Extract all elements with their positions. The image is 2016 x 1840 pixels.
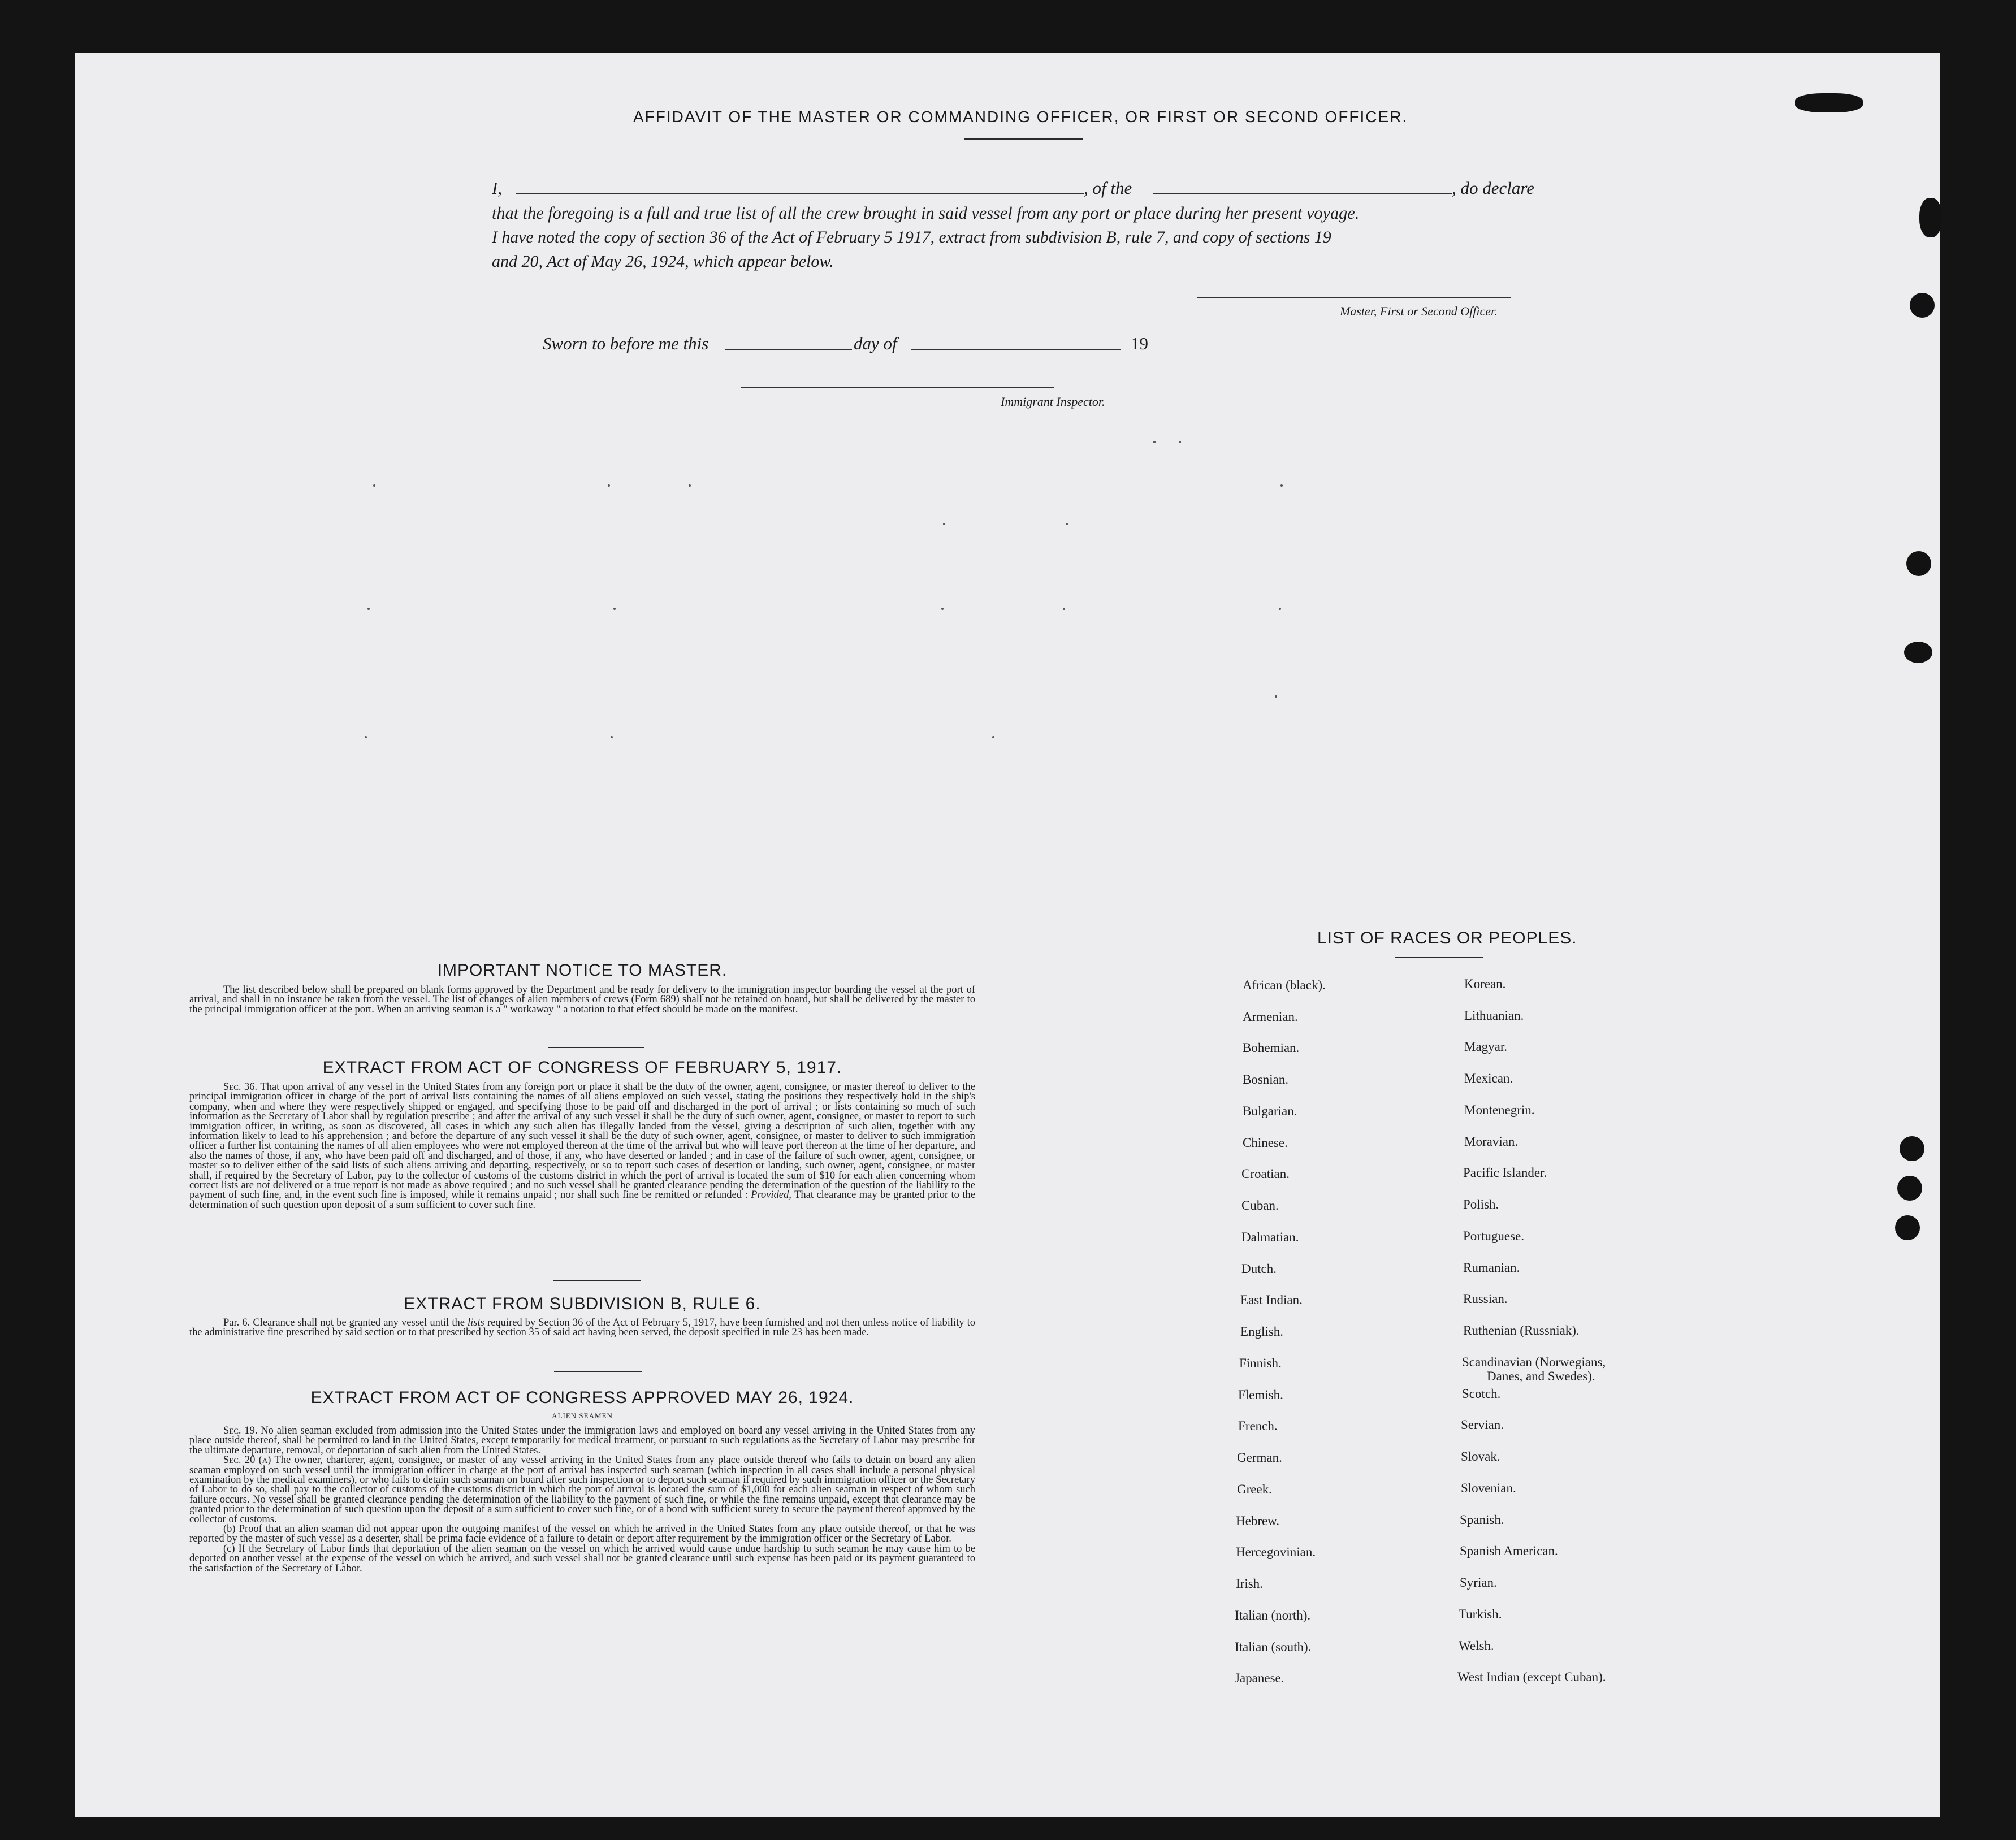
race-right-item: Montenegrin. bbox=[1464, 1103, 1535, 1117]
sec20c-body: If the Secretary of Labor finds that deportation of the alien seaman on the vessel on which he arrived would cause undue hardship to such seaman he may cause him to be deported on another vessel at the expense of the vessel on which he arrived, and such vessel shall not be granted clearance until such expense has been paid or its payment guaranteed to the satisfaction of the Secretary of Labor. bbox=[189, 1543, 975, 1574]
races-title-underline bbox=[1395, 957, 1483, 958]
race-right-item: Pacific Islander. bbox=[1463, 1166, 1547, 1180]
sworn-month-blank bbox=[911, 349, 1121, 350]
notice-title: IMPORTANT NOTICE TO MASTER. bbox=[437, 961, 728, 980]
divider bbox=[548, 1047, 644, 1048]
race-right-item: Magyar. bbox=[1464, 1040, 1508, 1054]
race-right-item: West Indian (except Cuban). bbox=[1457, 1670, 1606, 1684]
race-right-item: Korean. bbox=[1464, 977, 1506, 991]
par6-body-b: required by Section 36 of the Act of February 5, 1917, have been furnished and not then unless notice of liability to the administrative fine prescribed by said section or to that prescribed by section 35 of said act having been served, the deposit specified in rule 23 has been made. bbox=[189, 1317, 976, 1339]
sec36-body: That upon arrival of any vessel in the United States from any foreign port or place it shall be the duty of the owner, agent, consignee, or master thereof to deliver to the principal immigration officer in charge of the port of arrival lists containing the names of all aliens employed on such vessel, stating the positions they respectively hold in the ship's company, when and where they were respectively shipped or engaged, and specifying those to be paid off and discharged in the port of arrival ; or lists containing so much of such information as the Secretary of Labor shall by regulation prescribe ; and after the arrival of any such vessel it shall be the duty of such owner, agent, consignee, or master to report to such immigration officer, in writing, as soon as discovered, all cases in which any such alien has illegally landed from the vessel, giving a description of such alien, together with any information likely to lead to his apprehension ; and before the departure of any such vessel it shall be the duty of such owner, agent, consignee, or master to deliver to such immigration officer a further list containing the names of all alien employees who were not employed thereon at the time of the arrival but who will leave port thereon at the time of her departure, and also the names of those, if any, who have been paid off and discharged, and of those, if any, who have deserted or landed ; and in case of the failure of such owner, agent, consignee, or master so to deliver either of the said lists of such aliens arriving and departing, respectively, or so to report such cases of desertion or landing, such owner, agent, consignee, or master shall, if required by the Secretary of Labor, pay to the collector of customs of the customs district in which the port of arrival is located the sum of $10 for each alien concerning whom correct lists are not delivered or a true report is not made as above required ; and no such vessel shall be granted clearance pending the determination of the question of the liability to the payment of such fine, and, in the event such fine is imposed, while it remains unpaid ; nor shall such fine be remitted or refunded : bbox=[189, 1081, 976, 1201]
affidavit-title: AFFIDAVIT OF THE MASTER OR COMMANDING OFFICER, OR FIRST OR SECOND OFFICER. bbox=[633, 108, 1408, 125]
inspector-caption: Immigrant Inspector. bbox=[1001, 395, 1105, 409]
sec20b-label: (b) bbox=[223, 1523, 236, 1535]
race-right-item: Moravian. bbox=[1464, 1135, 1519, 1149]
race-left-item: Greek. bbox=[1237, 1482, 1272, 1496]
punch-hole bbox=[1910, 293, 1935, 318]
edge-tear bbox=[1919, 198, 1942, 237]
race-left-item: German. bbox=[1237, 1451, 1282, 1465]
race-right-item: Russian. bbox=[1463, 1292, 1508, 1306]
sworn-day-blank bbox=[725, 349, 852, 350]
race-right-item: Ruthenian (Russniak). bbox=[1463, 1323, 1580, 1337]
sworn-text: Sworn to before me this bbox=[543, 334, 709, 353]
punch-hole bbox=[1897, 1176, 1922, 1201]
race-left-item: Italian (north). bbox=[1235, 1608, 1311, 1622]
master-signature-line bbox=[1197, 297, 1511, 298]
race-right-item: Turkish. bbox=[1459, 1607, 1502, 1621]
race-right-item: Welsh. bbox=[1459, 1639, 1494, 1653]
affidavit-line-4: and 20, Act of May 26, 1924, which appear below. bbox=[492, 252, 834, 271]
races-title: LIST OF RACES OR PEOPLES. bbox=[1317, 929, 1577, 947]
sec19-label: Sec. 19. bbox=[223, 1425, 258, 1436]
notice-text bbox=[189, 985, 975, 1015]
race-left-item: Hercegovinian. bbox=[1236, 1545, 1316, 1559]
extract-b-text bbox=[189, 1318, 975, 1338]
vessel-blank bbox=[1153, 193, 1452, 194]
race-right-item: Portuguese. bbox=[1463, 1229, 1524, 1243]
extract-1924-title: EXTRACT FROM ACT OF CONGRESS APPROVED MAY 26, 1924. bbox=[310, 1388, 854, 1407]
punch-hole bbox=[1906, 551, 1931, 576]
race-left-item: Hebrew. bbox=[1236, 1514, 1280, 1528]
race-right-item: Polish. bbox=[1463, 1197, 1499, 1211]
affidavit-line-3: I have noted the copy of section 36 of the Act of February 5 1917, extract from subdivision B, rule 7, and copy of sections 19 bbox=[492, 228, 1331, 246]
race-left-item: African (black). bbox=[1243, 978, 1326, 992]
sec36-label: Sec. 36. bbox=[223, 1081, 258, 1093]
race-right-item: Spanish. bbox=[1460, 1513, 1504, 1527]
race-left-item: Finnish. bbox=[1239, 1356, 1282, 1370]
affidavit-of-the: , of the bbox=[1084, 178, 1132, 198]
race-right-continuation: Danes, and Swedes). bbox=[1487, 1369, 1595, 1383]
extract-1917-text bbox=[189, 1083, 975, 1210]
race-left-item: Italian (south). bbox=[1235, 1640, 1312, 1654]
race-right-item: Syrian. bbox=[1460, 1575, 1497, 1590]
race-right-item: Slovak. bbox=[1461, 1449, 1500, 1464]
race-left-item: Dalmatian. bbox=[1241, 1230, 1299, 1244]
race-left-item: Dutch. bbox=[1241, 1262, 1277, 1276]
race-left-item: Armenian. bbox=[1243, 1010, 1298, 1024]
punch-hole bbox=[1895, 1215, 1920, 1240]
proviso-body: That clearance may be granted prior to the determination of such question upon deposit of a sum sufficient to cover such fine. bbox=[189, 1189, 976, 1211]
inspector-signature-line bbox=[741, 387, 1054, 388]
extract-b-title: EXTRACT FROM SUBDIVISION B, RULE 6. bbox=[404, 1295, 761, 1313]
race-left-item: Chinese. bbox=[1243, 1136, 1288, 1150]
divider bbox=[553, 1280, 641, 1281]
extract-1924-text bbox=[189, 1426, 975, 1574]
lists-word: lists bbox=[468, 1317, 484, 1328]
affidavit-do-declare: , do declare bbox=[1452, 178, 1535, 198]
punch-hole bbox=[1904, 642, 1932, 663]
punch-hole bbox=[1900, 1136, 1924, 1161]
race-right-item: Slovenian. bbox=[1461, 1481, 1516, 1495]
race-left-item: French. bbox=[1238, 1419, 1278, 1433]
edge-tear bbox=[1795, 93, 1863, 112]
race-right-item: Spanish American. bbox=[1460, 1544, 1558, 1558]
race-right-item: Mexican. bbox=[1464, 1071, 1513, 1085]
affidavit-line-2: that the foregoing is a full and true list of all the crew brought in said vessel from any port or place during her present voyage. bbox=[492, 204, 1360, 223]
divider bbox=[554, 1371, 642, 1372]
race-left-item: East Indian. bbox=[1240, 1293, 1303, 1307]
race-left-item: Bulgarian. bbox=[1243, 1104, 1297, 1118]
race-left-item: Cuban. bbox=[1241, 1198, 1279, 1213]
race-right-item: Scandinavian (Norwegians, bbox=[1462, 1355, 1606, 1369]
sec20b-body: Proof that an alien seaman did not appear upon the outgoing manifest of the vessel on which he arrived in the United States from any place outside thereof, or that he was reported by the master of such vessel as a deserter, shall be prima facie evidence of a failure to detain or deport after requirement by the immigration officer or the Secretary of Labor. bbox=[189, 1523, 976, 1545]
race-left-item: Irish. bbox=[1236, 1577, 1263, 1591]
sec19-body: No alien seaman excluded from admission into the United States under the immigration laws and employed on board any vessel arriving in the United States from any place outside thereof, shall be permitted to land in the United States, except temporarily for medical treatment, or pursuant to such regulations as the Secretary of Labor may prescribe for the ultimate departure, removal, or deportation of such alien from the United States. bbox=[189, 1425, 976, 1456]
race-right-item: Scotch. bbox=[1462, 1387, 1501, 1401]
sworn-day-of: day of bbox=[854, 334, 897, 353]
par6-body-a: Clearance shall not be granted any vessel until the bbox=[253, 1317, 465, 1328]
par6-label: Par. 6. bbox=[223, 1317, 250, 1328]
affidavit-i: I, bbox=[492, 178, 503, 198]
sworn-year: 19 bbox=[1131, 334, 1148, 353]
sec20-label: Sec. 20 (a) bbox=[223, 1454, 271, 1466]
race-right-item: Rumanian. bbox=[1463, 1261, 1520, 1275]
race-left-item: Japanese. bbox=[1235, 1671, 1284, 1685]
notice-body: The list described below shall be prepared on blank forms approved by the Department and be ready for delivery to the immigration inspector boarding the vessel at the port of arrival, and shall in no instance be taken from the vessel. The list of changes of alien members of crews (Form 689) shall not be retained on board, but shall be delivered by the master to the principal immigration officer at the port. When an arriving seaman is a " workaway " a notation to that effect should be made on the manifest. bbox=[189, 984, 975, 1015]
race-left-item: Croatian. bbox=[1241, 1167, 1290, 1181]
race-left-item: Bohemian. bbox=[1243, 1041, 1300, 1055]
race-left-item: Bosnian. bbox=[1243, 1072, 1289, 1086]
race-right-item: Servian. bbox=[1461, 1418, 1504, 1432]
master-caption: Master, First or Second Officer. bbox=[1340, 304, 1498, 318]
alien-seamen-subtitle: ALIEN SEAMEN bbox=[552, 1412, 613, 1420]
race-right-item: Lithuanian. bbox=[1464, 1008, 1524, 1023]
extract-1917-title: EXTRACT FROM ACT OF CONGRESS OF FEBRUARY 5, 1917. bbox=[322, 1058, 842, 1077]
proviso-word: Provided, bbox=[751, 1189, 791, 1201]
title-underline bbox=[964, 138, 1083, 140]
sec20c-label: (c) bbox=[223, 1543, 235, 1555]
name-blank bbox=[516, 193, 1084, 194]
sec20a-body: The owner, charterer, agent, consignee, or master of any vessel arriving in the United States from any place outside thereof who fails to detain on board any alien seaman employed on such vessel until the immigration officer in charge at the port of arrival has inspected such seaman (which inspection in all cases shall include a personal physical examination by the medical examiners), or who fails to detain such seaman on board after such inspection or to deport such seaman if required by such immigration officer or the Secretary of Labor to do so, shall pay to the collector of customs of the customs district in which the port of arrival is located the sum of $1,000 for each alien seaman in respect of whom such failure occurs. No vessel shall be granted clearance pending the determination of the liability to the payment of such fine, or while the fine remains unpaid, except that clearance may be granted prior to the determination of such question upon the deposit of a sum sufficient to cover such fine, or of a bond with sufficient surety to secure the payment thereof approved by the collector of customs. bbox=[189, 1454, 975, 1525]
affidavit-line-1 bbox=[492, 178, 1566, 198]
race-left-item: English. bbox=[1240, 1324, 1284, 1339]
race-left-item: Flemish. bbox=[1238, 1388, 1283, 1402]
